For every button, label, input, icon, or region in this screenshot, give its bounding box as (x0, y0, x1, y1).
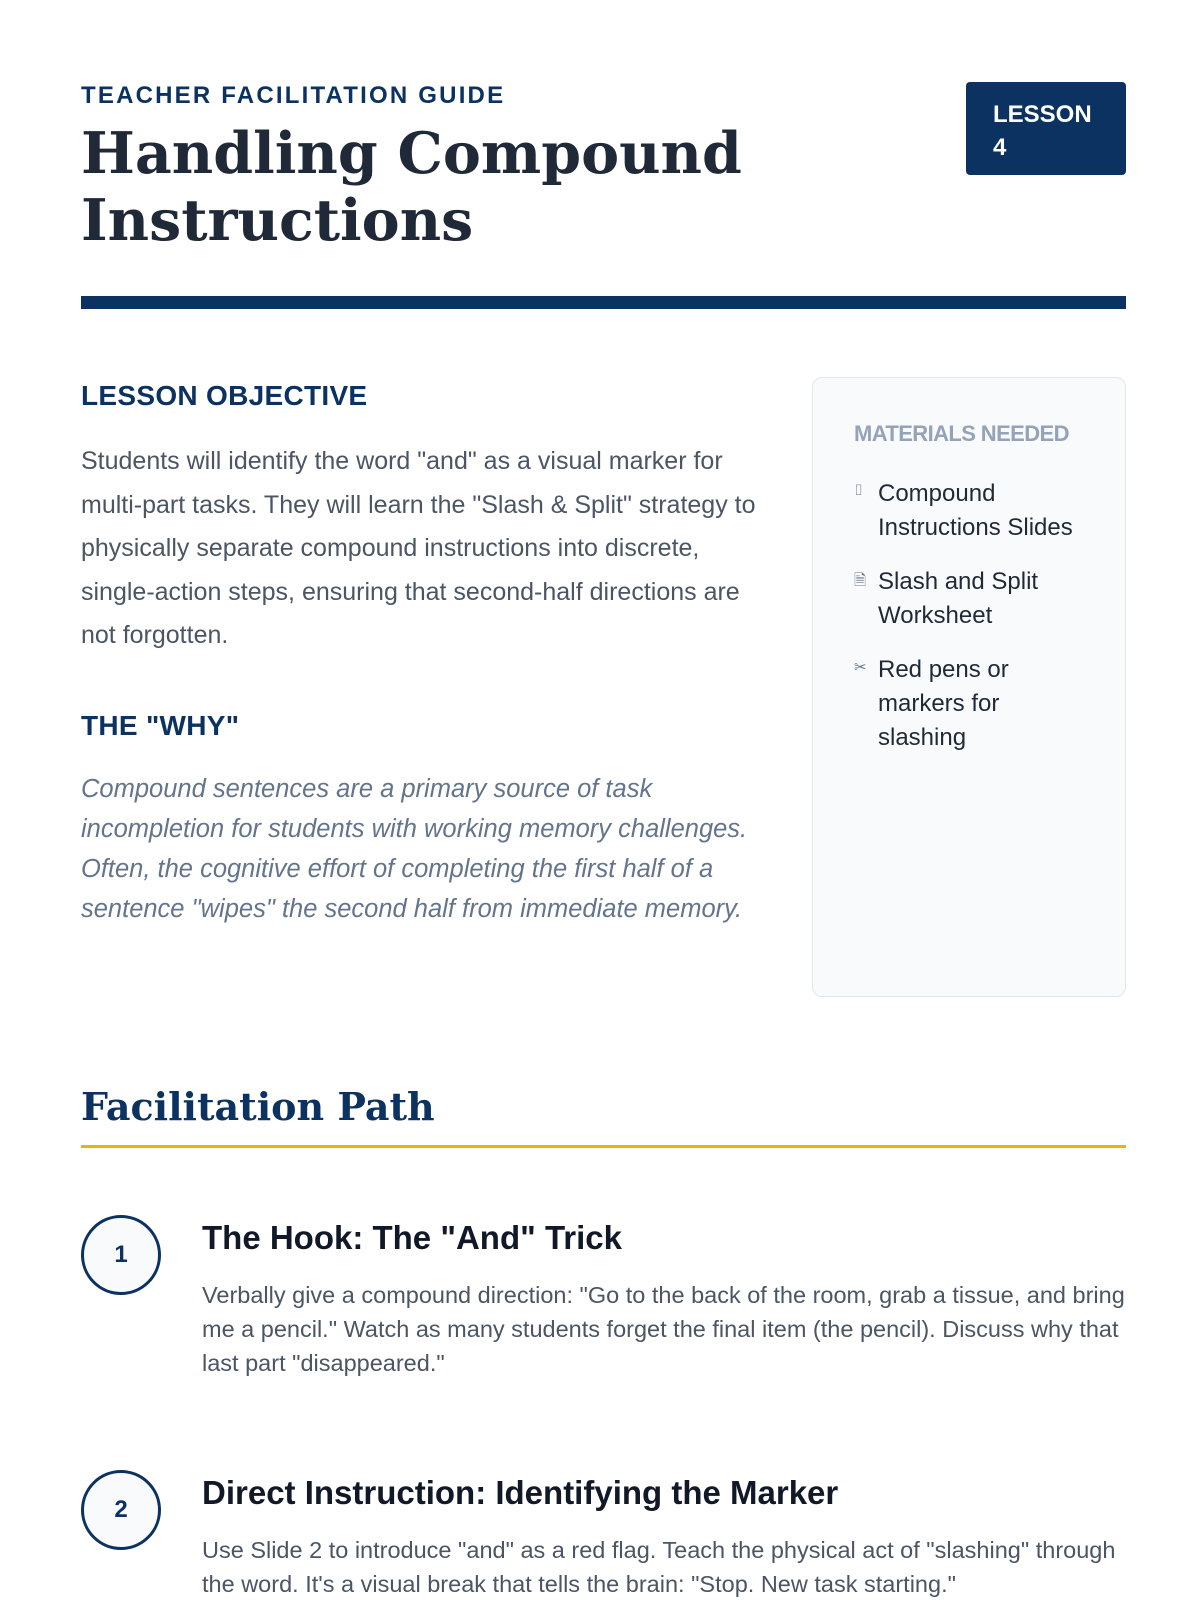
materials-item-label: Compound Instructions Slides (878, 480, 1073, 541)
materials-item-label: Slash and Split Worksheet (878, 568, 1039, 629)
why-text: Compound sentences are a primary source of task incompletion for students with working memory challenges. Often, the cognitive effort of completing the first half of a sentence "wipes" the second half from immediate memory. (81, 774, 748, 923)
lesson-overview (81, 380, 761, 929)
lesson-badge-number: 4 (993, 134, 1007, 161)
document-icon: 🗎 (854, 572, 867, 589)
lesson-badge-label: LESSON (993, 101, 1092, 128)
header-divider (81, 296, 1126, 309)
facilitation-path-heading: Facilitation Path (81, 1084, 435, 1129)
scissors-icon: ✂ (854, 659, 867, 676)
step-title: The Hook: The "And" Trick (202, 1219, 622, 1256)
step-description: Verbally give a compound direction: "Go to the back of the room, grab a tissue, and bring me a pencil." Watch as many students forget the final item (the pencil). Discuss why that last part "disappeared." (202, 1282, 1125, 1376)
step-title: Direct Instruction: Identifying the Marker (202, 1474, 839, 1511)
facilitation-path-divider (81, 1145, 1126, 1148)
guide-page (81, 0, 1126, 1600)
page-title: Handling Compound Instructions (81, 120, 742, 254)
objective-heading: LESSON OBJECTIVE (81, 380, 368, 411)
guide-eyebrow: TEACHER FACILITATION GUIDE (81, 82, 506, 109)
materials-panel (812, 377, 1126, 997)
presentation-icon: ⌷ (854, 482, 864, 499)
list-item (854, 477, 1125, 545)
list-item (854, 653, 1125, 755)
step-number-badge: 1 (81, 1215, 161, 1295)
materials-list (854, 477, 1125, 755)
objective-text: Students will identify the word "and" as a visual marker for multi-part tasks. They will learn the "Slash & Split" strategy to physically separate compound instructions into discrete, single-action steps, ensuring that second-half directions are not forgotten. (81, 447, 756, 649)
step-number-badge: 2 (81, 1470, 161, 1550)
why-heading: THE "WHY" (81, 709, 240, 741)
page-header (81, 82, 1126, 312)
list-item (854, 565, 1125, 633)
materials-heading: MATERIALS NEEDED (854, 421, 1069, 446)
lesson-badge (966, 82, 1126, 175)
materials-item-label: Red pens or markers for slashing (878, 656, 1009, 751)
step-description: Use Slide 2 to introduce "and" as a red flag. Teach the physical act of "slashing" through the word. It's a visual break that tells the brain: "Stop. New task starting." (202, 1537, 1116, 1597)
